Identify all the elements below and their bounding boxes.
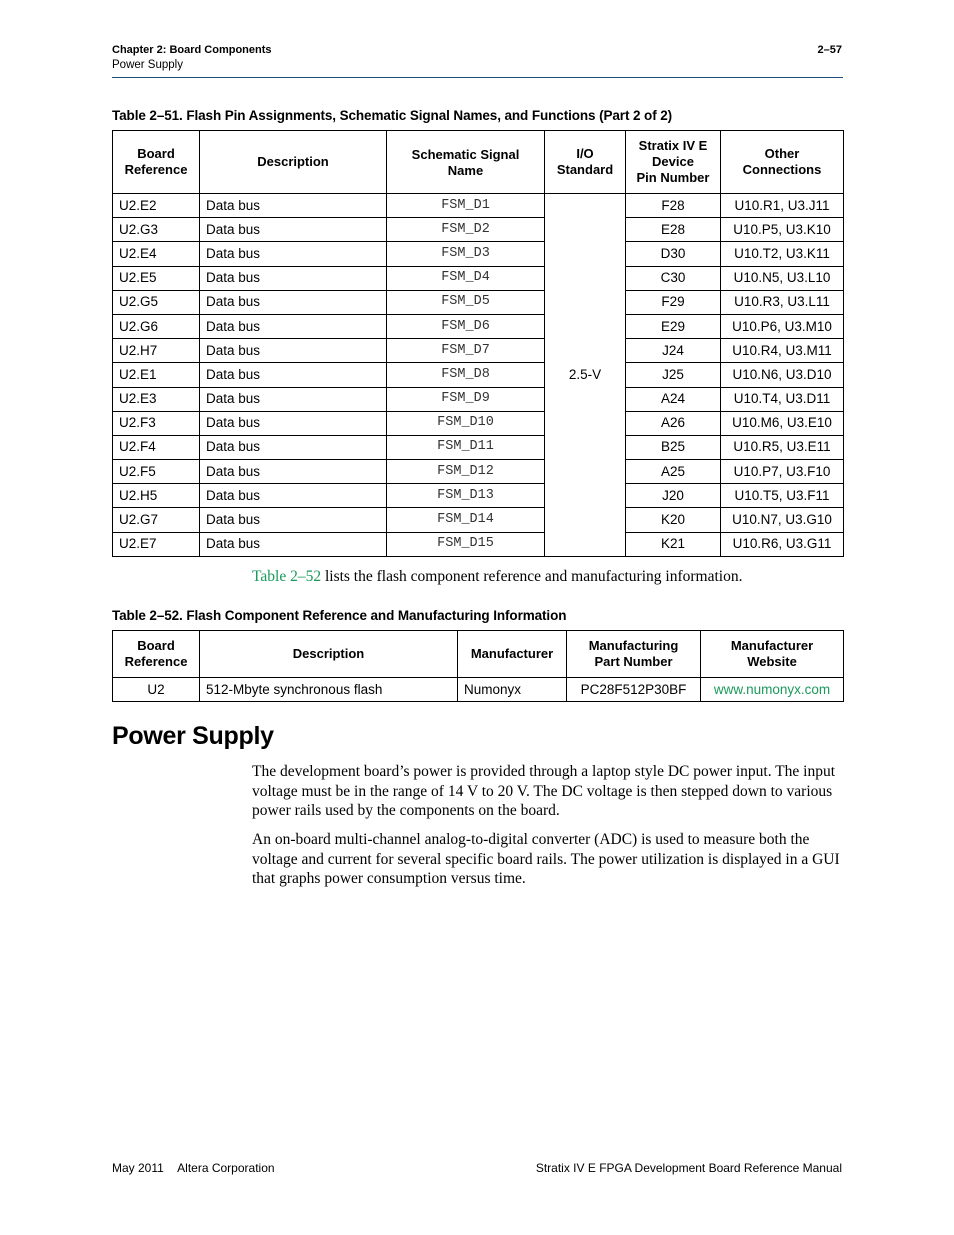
- cell-board-reference: U2.E4: [113, 242, 200, 266]
- cell-signal-name: FSM_D11: [387, 435, 545, 459]
- cell-other-connections: U10.R1, U3.J11: [721, 194, 844, 218]
- table-row: [113, 484, 844, 508]
- cell-io-standard: 2.5-V: [545, 194, 626, 557]
- cell-signal-name: FSM_D6: [387, 314, 545, 338]
- cell-other-connections: U10.T2, U3.K11: [721, 242, 844, 266]
- cell-pin-number: B25: [626, 435, 721, 459]
- cell-description: Data bus: [200, 532, 387, 556]
- table-51-caption: Table 2–51. Flash Pin Assignments, Schematic Signal Names, and Functions (Part 2 of 2): [112, 108, 673, 123]
- body-paragraph-1: The development board’s power is provided through a laptop style DC power input. The input voltage must be in the range of 14 V to 20 V. The DC voltage is then stepped down to various power rails used by the components on the board.: [252, 763, 836, 820]
- col-website: Manufacturer Website: [701, 631, 844, 678]
- cell-signal-name: FSM_D7: [387, 339, 545, 363]
- cell-signal-name: FSM_D9: [387, 387, 545, 411]
- table-52-caption: Table 2–52. Flash Component Reference and Manufacturing Information: [112, 608, 567, 623]
- table-row: [113, 339, 844, 363]
- cell-pin-number: D30: [626, 242, 721, 266]
- footer-manual-title: Stratix IV E FPGA Development Board Reference Manual: [535, 1161, 842, 1175]
- cell-signal-name: FSM_D2: [387, 218, 545, 242]
- cell-board-reference: U2.F4: [113, 435, 200, 459]
- col-schematic-signal: Schematic Signal Name: [387, 131, 545, 194]
- cell-board-reference: U2.F5: [113, 460, 200, 484]
- cell-website: [701, 678, 844, 702]
- cell-other-connections: U10.N6, U3.D10: [721, 363, 844, 387]
- cell-pin-number: A24: [626, 387, 721, 411]
- body-paragraph-2: An on-board multi-channel analog-to-digital converter (ADC) is used to measure both the voltage and current for several specific board rails. The power utilization is displayed in a GUI that graphs power consumption versus time.: [252, 831, 840, 888]
- cell-pin-number: K20: [626, 508, 721, 532]
- cell-board-reference: U2.H7: [113, 339, 200, 363]
- cell-description: Data bus: [200, 266, 387, 290]
- table-row: [113, 218, 844, 242]
- cell-signal-name: FSM_D10: [387, 411, 545, 435]
- cell-board-reference: U2.E1: [113, 363, 200, 387]
- col-board-reference-52: Board Reference: [113, 631, 200, 678]
- cell-signal-name: FSM_D15: [387, 532, 545, 556]
- cell-pin-number: E28: [626, 218, 721, 242]
- cell-signal-name: FSM_D3: [387, 242, 545, 266]
- cell-signal-name: FSM_D5: [387, 290, 545, 314]
- cell-pin-number: J25: [626, 363, 721, 387]
- cell-signal-name: FSM_D8: [387, 363, 545, 387]
- table-row: [113, 363, 844, 387]
- cell-description: Data bus: [200, 218, 387, 242]
- table-row: [113, 411, 844, 435]
- cell-description: Data bus: [200, 339, 387, 363]
- cell-pin-number: J20: [626, 484, 721, 508]
- cell-description: 512-Mbyte synchronous flash: [200, 678, 458, 702]
- cell-board-reference: U2.E7: [113, 532, 200, 556]
- table-row: [113, 678, 844, 702]
- page-number: 2–57: [817, 44, 842, 56]
- cell-pin-number: F28: [626, 194, 721, 218]
- table-row: [113, 508, 844, 532]
- cell-pin-number: F29: [626, 290, 721, 314]
- table-row: [113, 242, 844, 266]
- cell-manufacturer: Numonyx: [458, 678, 567, 702]
- cell-pin-number: K21: [626, 532, 721, 556]
- col-part-number: Manufacturing Part Number: [567, 631, 701, 678]
- cell-description: Data bus: [200, 363, 387, 387]
- cell-other-connections: U10.M6, U3.E10: [721, 411, 844, 435]
- footer-date: May 2011: [112, 1161, 164, 1175]
- col-description-52: Description: [200, 631, 458, 678]
- cell-other-connections: U10.T4, U3.D11: [721, 387, 844, 411]
- cell-description: Data bus: [200, 411, 387, 435]
- chapter-title: Chapter 2: Board Components: [112, 44, 272, 56]
- cell-signal-name: FSM_D13: [387, 484, 545, 508]
- section-title: Power Supply: [112, 59, 183, 71]
- cell-description: Data bus: [200, 435, 387, 459]
- cell-other-connections: U10.P6, U3.M10: [721, 314, 844, 338]
- col-other-connections: Other Connections: [721, 131, 844, 194]
- footer-left: [112, 1161, 275, 1175]
- cell-other-connections: U10.N5, U3.L10: [721, 266, 844, 290]
- table-52-intro-text: lists the flash component reference and manufacturing information.: [321, 568, 743, 585]
- table-row: [113, 314, 844, 338]
- cell-board-reference: U2.G3: [113, 218, 200, 242]
- cell-pin-number: J24: [626, 339, 721, 363]
- page-header: [112, 43, 842, 73]
- cell-signal-name: FSM_D1: [387, 194, 545, 218]
- cell-other-connections: U10.R3, U3.L11: [721, 290, 844, 314]
- cell-signal-name: FSM_D4: [387, 266, 545, 290]
- table-row: [113, 290, 844, 314]
- col-board-reference: Board Reference: [113, 131, 200, 194]
- cell-board-reference: U2.G5: [113, 290, 200, 314]
- table-row: [113, 532, 844, 556]
- col-manufacturer: Manufacturer: [458, 631, 567, 678]
- cell-description: Data bus: [200, 194, 387, 218]
- table-52-link[interactable]: Table 2–52: [252, 568, 322, 585]
- cell-description: Data bus: [200, 460, 387, 484]
- cell-board-reference: U2.F3: [113, 411, 200, 435]
- flash-component-table: [112, 630, 844, 702]
- footer-company: Altera Corporation: [177, 1161, 275, 1175]
- cell-board-reference: U2.E2: [113, 194, 200, 218]
- cell-pin-number: A25: [626, 460, 721, 484]
- cell-board-reference: U2.G6: [113, 314, 200, 338]
- col-pin-number: Stratix IV E Device Pin Number: [626, 131, 721, 194]
- cell-other-connections: U10.R4, U3.M11: [721, 339, 844, 363]
- cell-board-reference: U2.E5: [113, 266, 200, 290]
- website-link[interactable]: www.numonyx.com: [713, 681, 831, 697]
- cell-description: Data bus: [200, 484, 387, 508]
- cell-pin-number: E29: [626, 314, 721, 338]
- cell-signal-name: FSM_D14: [387, 508, 545, 532]
- cell-other-connections: U10.R5, U3.E11: [721, 435, 844, 459]
- table-row: [113, 194, 844, 218]
- cell-board-reference: U2.H5: [113, 484, 200, 508]
- flash-pin-table-body: [113, 194, 844, 557]
- cell-board-reference: U2: [113, 678, 200, 702]
- table-row: [113, 435, 844, 459]
- header-rule: [112, 77, 843, 78]
- table-row: [113, 460, 844, 484]
- cell-part-number: PC28F512P30BF: [567, 678, 701, 702]
- table-row: [113, 387, 844, 411]
- cell-board-reference: U2.E3: [113, 387, 200, 411]
- cell-description: Data bus: [200, 508, 387, 532]
- table-row: [113, 266, 844, 290]
- table-52-intro: [252, 568, 742, 586]
- cell-other-connections: U10.T5, U3.F11: [721, 484, 844, 508]
- col-io-standard: I/O Standard: [545, 131, 626, 194]
- cell-other-connections: U10.N7, U3.G10: [721, 508, 844, 532]
- cell-signal-name: FSM_D12: [387, 460, 545, 484]
- cell-other-connections: U10.P7, U3.F10: [721, 460, 844, 484]
- cell-description: Data bus: [200, 242, 387, 266]
- cell-other-connections: U10.P5, U3.K10: [721, 218, 844, 242]
- cell-pin-number: A26: [626, 411, 721, 435]
- section-heading: Power Supply: [112, 722, 274, 750]
- cell-pin-number: C30: [626, 266, 721, 290]
- cell-board-reference: U2.G7: [113, 508, 200, 532]
- flash-pin-table: [112, 130, 844, 557]
- cell-description: Data bus: [200, 314, 387, 338]
- cell-description: Data bus: [200, 387, 387, 411]
- cell-other-connections: U10.R6, U3.G11: [721, 532, 844, 556]
- cell-description: Data bus: [200, 290, 387, 314]
- col-description: Description: [200, 131, 387, 194]
